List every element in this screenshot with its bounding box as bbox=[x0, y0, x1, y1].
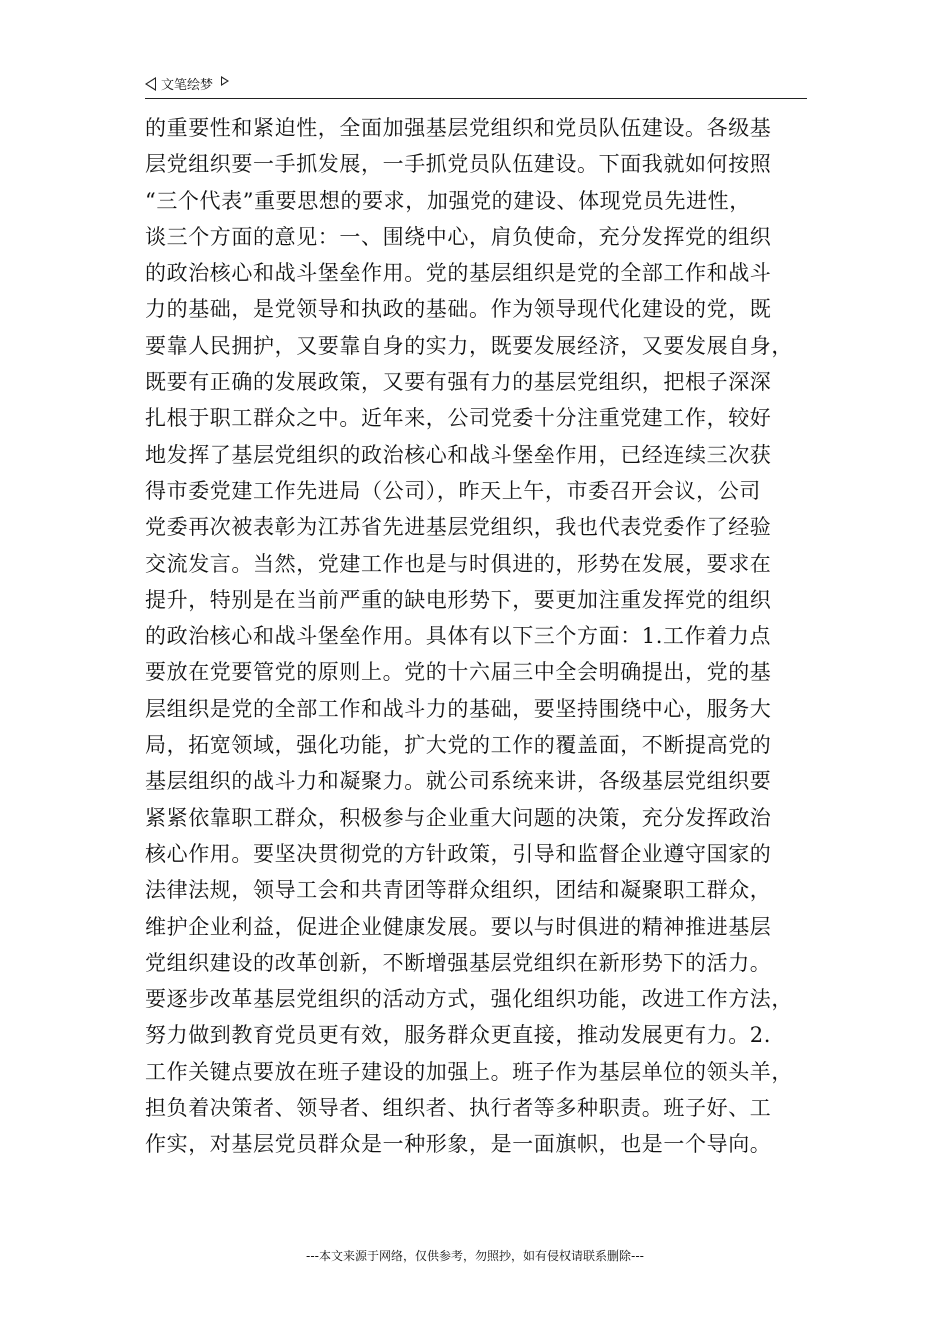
body-line: 地发挥了基层党组织的政治核心和战斗堡垒作用，已经连续三次获 bbox=[145, 442, 772, 467]
body-line: 的重要性和紧迫性，全面加强基层党组织和党员队伍建设。各级基 bbox=[145, 116, 772, 140]
body-line: 党组织建设的改革创新，不断增强基层党组织在新形势下的活力。 bbox=[145, 950, 772, 975]
body-line: 力的基础，是党领导和执政的基础。作为领导现代化建设的党，既 bbox=[145, 297, 772, 322]
brand bbox=[145, 74, 229, 93]
body-line: 得市委党建工作先进局（公司），昨天上午，市委召开会议，公司 bbox=[145, 478, 761, 503]
document-body bbox=[145, 110, 810, 1163]
body-line: 担负着决策者、领导者、组织者、执行者等多种职责。班子好、工 bbox=[145, 1096, 772, 1121]
body-line: 要放在党要管党的原则上。党的十六届三中全会明确提出，党的基 bbox=[145, 660, 772, 685]
body-line: 基层组织的战斗力和凝聚力。就公司系统来讲，各级基层党组织要 bbox=[145, 769, 772, 794]
body-line: “三个代表”重要思想的要求，加强党的建设、体现党员先进性， bbox=[145, 188, 751, 213]
body-line: 要逐步改革基层党组织的活动方式，强化组织功能，改进工作方法， bbox=[145, 987, 793, 1012]
body-line: 作实，对基层党员群众是一种形象，是一面旗帜，也是一个导向。 bbox=[145, 1132, 772, 1157]
body-line: 维护企业利益，促进企业健康发展。要以与时俱进的精神推进基层 bbox=[145, 914, 772, 939]
body-line: 局，拓宽领域，强化功能，扩大党的工作的覆盖面，不断提高党的 bbox=[145, 733, 772, 758]
body-line: 努力做到教育党员更有效，服务群众更直接，推动发展更有力。2. bbox=[145, 1023, 772, 1048]
body-line: 交流发言。当然，党建工作也是与时俱进的，形势在发展，要求在 bbox=[145, 551, 772, 576]
body-line: 的政治核心和战斗堡垒作用。党的基层组织是党的全部工作和战斗 bbox=[145, 261, 772, 286]
body-line: 提升，特别是在当前严重的缺电形势下，要更加注重发挥党的组织 bbox=[145, 587, 772, 612]
body-line: 党委再次被表彰为江苏省先进基层党组织，我也代表党委作了经验 bbox=[145, 515, 772, 540]
body-line: 要靠人民拥护，又要靠自身的实力，既要发展经济，又要发展自身， bbox=[145, 333, 793, 358]
body-line: 工作关键点要放在班子建设的加强上。班子作为基层单位的领头羊， bbox=[145, 1059, 793, 1084]
body-line: 谈三个方面的意见：一、围绕中心，肩负使命，充分发挥党的组织 bbox=[145, 224, 772, 249]
body-line: 紧紧依靠职工群众，积极参与企业重大问题的决策，充分发挥政治 bbox=[145, 805, 772, 830]
body-line: 法律法规，领导工会和共青团等群众组织，团结和凝聚职工群众， bbox=[145, 878, 772, 903]
body-line: 扎根于职工群众之中。近年来，公司党委十分注重党建工作，较好 bbox=[145, 406, 772, 431]
triangle-right-icon bbox=[221, 76, 229, 86]
brand-label: 文笔绘梦 bbox=[161, 78, 214, 93]
body-line: 的政治核心和战斗堡垒作用。具体有以下三个方面：1.工作着力点 bbox=[145, 624, 772, 649]
body-line: 层党组织要一手抓发展，一手抓党员队伍建设。下面我就如何按照 bbox=[145, 152, 772, 177]
body-line: 核心作用。要坚决贯彻党的方针政策，引导和监督企业遵守国家的 bbox=[145, 841, 772, 866]
footer-notice: ---本文来源于网络，仅供参考，勿照抄，如有侵权请联系删除--- bbox=[306, 1249, 644, 1263]
triangle-left-icon bbox=[145, 77, 156, 91]
body-line: 既要有正确的发展政策，又要有强有力的基层党组织，把根子深深 bbox=[145, 370, 772, 395]
page-header bbox=[145, 72, 807, 99]
body-line: 层组织是党的全部工作和战斗力的基础，要坚持围绕中心，服务大 bbox=[145, 696, 772, 721]
